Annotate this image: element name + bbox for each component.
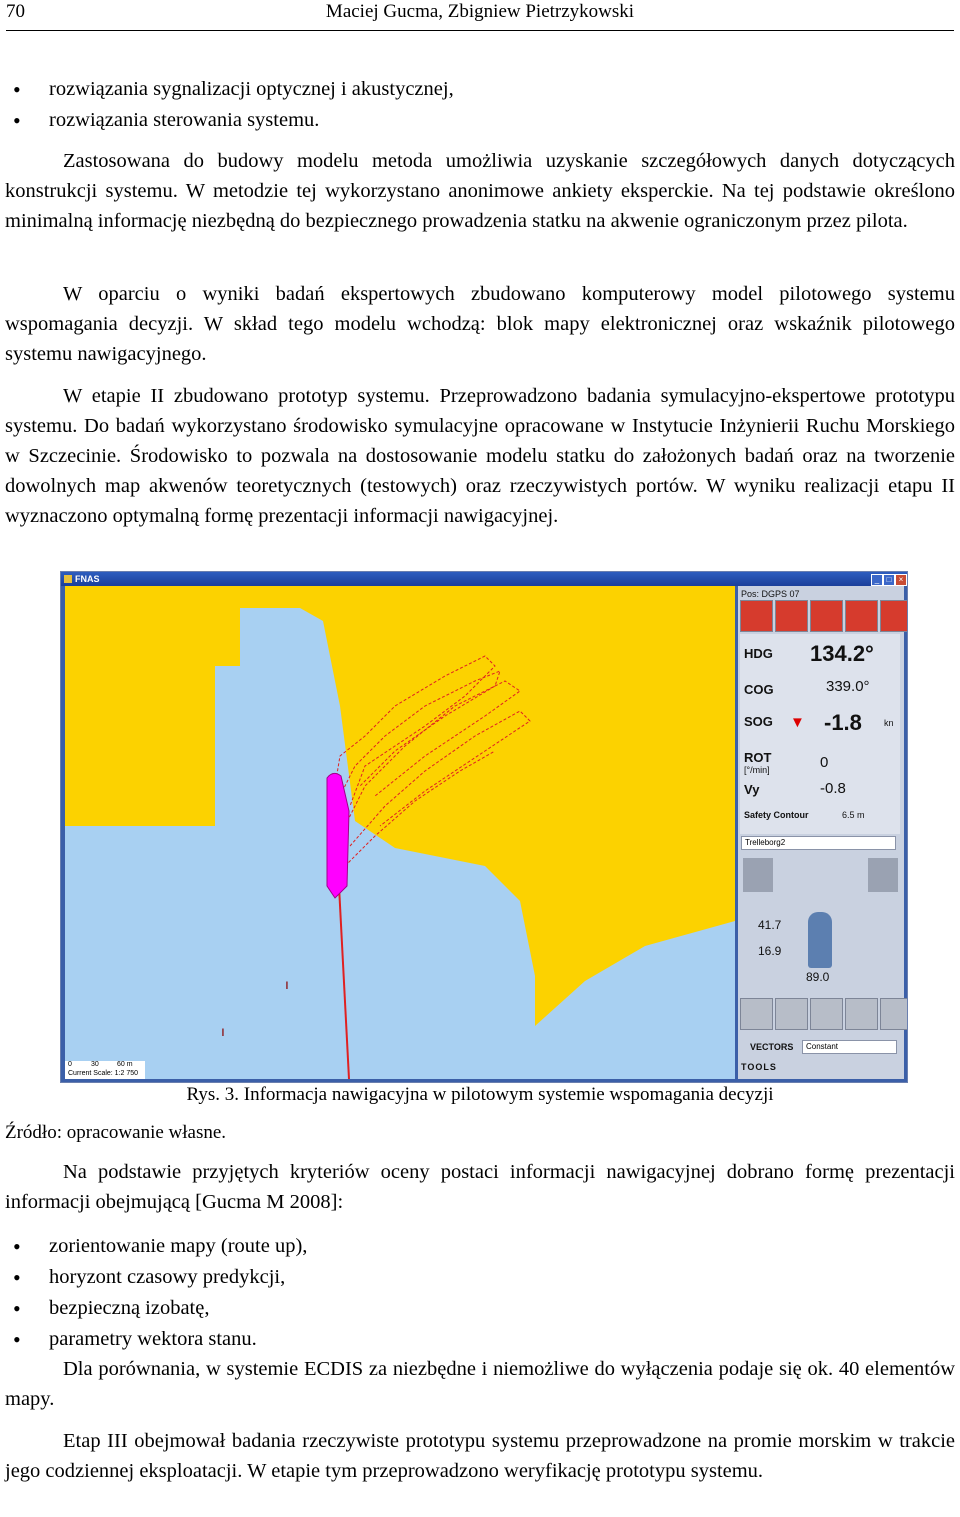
mode-buttons [740, 600, 908, 632]
figure-screenshot [60, 571, 908, 1083]
mode-button[interactable] [775, 600, 808, 632]
tool-buttons [740, 998, 908, 1030]
list-item: • zorientowanie mapy (route up), [5, 1231, 955, 1262]
bullet-list-top [5, 74, 955, 136]
buoy-marker: ı [221, 1023, 225, 1039]
vectors-select[interactable]: Constant [802, 1040, 897, 1054]
page-header [6, 0, 954, 31]
cog-value: 339.0° [826, 678, 870, 695]
list-item: • rozwiązania sterowania systemu. [5, 105, 955, 136]
ship-left-icon [743, 858, 773, 892]
chart-drawing [65, 586, 735, 1079]
app-icon [64, 575, 72, 583]
safety-contour-value: 6.5 m [842, 810, 865, 820]
mode-button[interactable] [845, 600, 878, 632]
window-titlebar [61, 572, 907, 586]
vy-label: Vy [744, 782, 760, 797]
maximize-icon[interactable]: □ [883, 574, 895, 586]
left-distance: 41.7 [758, 918, 782, 932]
scale-box [65, 1061, 145, 1079]
mode-button[interactable] [810, 600, 843, 632]
ship-outline-icon [808, 912, 832, 968]
figure-caption [0, 1084, 960, 1106]
mode-button[interactable] [880, 600, 908, 632]
zoom-reset-button[interactable] [880, 998, 908, 1030]
pan-button[interactable] [740, 998, 773, 1030]
mode-button[interactable] [740, 600, 773, 632]
paragraph-1: Zastosowana do budowy modelu metoda umożliwia uzyskanie szczegółowych danych dotyczących konstrukcji systemu. W metodzie tej wykorzystano anonimowe ankiety eksperckie. Na tej podstawie określono minimalną informację niezbędną do bezpiecznego prowadzenia statku na akwenie ograniczonym przez pilota. [5, 150, 955, 232]
ship-right-icon [868, 858, 898, 892]
navigation-panel [738, 586, 904, 1079]
list-item: • rozwiązania sygnalizacji optycznej i akustycznej, [5, 74, 955, 105]
bullet-list-bottom [5, 1231, 955, 1355]
electronic-chart[interactable] [65, 586, 735, 1079]
list-item: • parametry wektora stanu. [5, 1324, 955, 1355]
arrow-down-icon: ▼ [790, 714, 805, 731]
rot-unit: [°/min] [744, 765, 770, 775]
vy-value: -0.8 [820, 780, 846, 797]
paragraph-3: W etapie II zbudowano prototyp systemu. Przeprowadzono badania symulacyjno-ekspertowe prototypu systemu. Do badań wykorzystano środowisko symulacyjne opracowane w Instytucie Inżynierii Ruchu Morskiego w Szczecinie. Środowisko to pozwala na dostosowanie modelu statku do założonych badań oraz na tworzenie dowolnych map akwenów teoretycznych (testowych) oraz rzeczywistych portów. W wyniku realizacji etapu II wyznaczono optymalną formę prezentacji informacji nawigacyjnej. [5, 385, 955, 527]
zoom-out-button[interactable] [845, 998, 878, 1030]
tools-label: TOOLS [741, 1062, 777, 1072]
scale-tick: 60 m [117, 1061, 133, 1068]
cog-label: COG [744, 682, 774, 697]
paragraph-5: Dla porównania, w systemie ECDIS za niezbędne i niemożliwe do wyłączenia podaje się ok. 40 elementów mapy. [5, 1358, 955, 1410]
right-distance: 16.9 [758, 944, 782, 958]
bottom-distance: 89.0 [806, 970, 830, 984]
figure-caption-text: Rys. 3. Informacja nawigacyjna w pilotowym systemie wspomagania decyzji [186, 1084, 774, 1105]
minimize-icon[interactable]: _ [871, 574, 883, 586]
sog-value: -1.8 [824, 710, 862, 735]
position-source: Pos: DGPS 07 [741, 589, 800, 599]
running-head-authors: Maciej Gucma, Zbigniew Pietrzykowski [325, 1, 635, 22]
vectors-label: VECTORS [750, 1042, 794, 1052]
sog-label: SOG [744, 714, 773, 729]
sog-unit: kn [884, 718, 894, 728]
hdg-label: HDG [744, 646, 773, 661]
close-icon[interactable]: × [895, 574, 907, 586]
paragraph-4: Na podstawie przyjętych kryteriów oceny postaci informacji nawigacyjnej dobrano formę prezentacji informacji obejmującą [Gucma M 2008]: [5, 1161, 955, 1213]
list-item: • horyzont czasowy predykcji, [5, 1262, 955, 1293]
pier-left [65, 608, 240, 826]
center-button[interactable] [775, 998, 808, 1030]
scale-tick: 30 [91, 1061, 99, 1068]
page-number: 70 [6, 1, 25, 22]
list-item: • bezpieczną izobatę, [5, 1293, 955, 1324]
buoy-marker: ı [285, 976, 289, 992]
rot-label: ROT [744, 750, 772, 765]
port-select[interactable]: Trelleborg2 [741, 836, 896, 850]
hdg-value: 134.2° [810, 641, 874, 666]
window-title: FNAS [75, 574, 100, 584]
paragraph-6: Etap III obejmował badania rzeczywiste prototypu systemu przeprowadzone na promie morskim w trakcie jego codziennej eksploatacji. W etapie tym przeprowadzono weryfikację prototypu systemu. [5, 1430, 955, 1482]
rot-value: 0 [820, 754, 829, 771]
safety-contour-label: Safety Contour [744, 810, 809, 820]
scale-tick: 0 [68, 1061, 72, 1068]
figure-source: Źródło: opracowanie własne. [5, 1122, 227, 1143]
zoom-in-button[interactable] [810, 998, 843, 1030]
current-scale: Current Scale: 1:2 750 [68, 1070, 139, 1077]
paragraph-2: W oparciu o wyniki badań ekspertowych zbudowano komputerowy model pilotowego systemu wspomagania decyzji. W skład tego modelu wchodzą: blok mapy elektronicznej oraz wskaźnik pilotowego systemu nawigacyjnego. [5, 283, 955, 365]
